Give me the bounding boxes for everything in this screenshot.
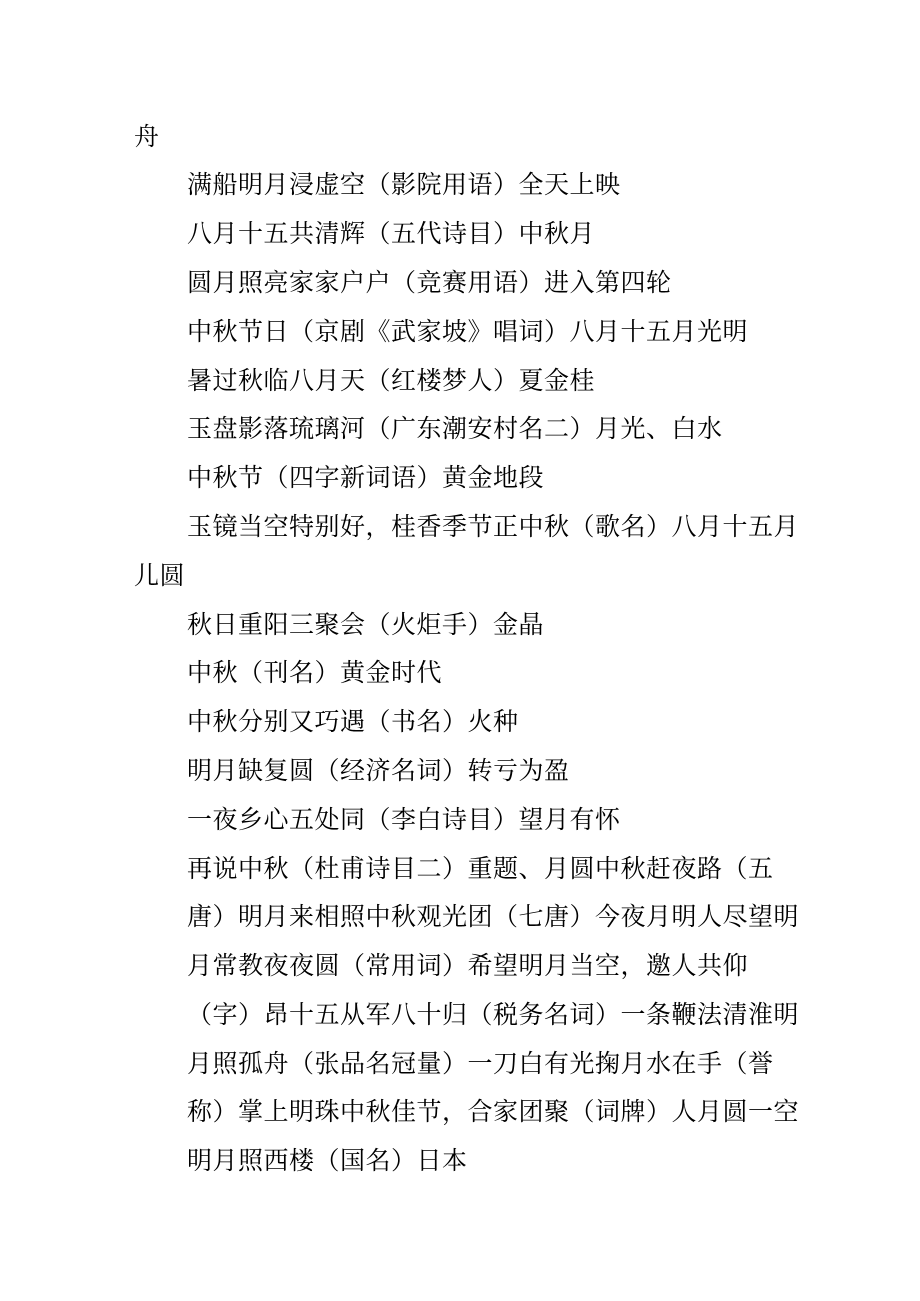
text-line: 圆月照亮家家户户（竞赛用语）进入第四轮 bbox=[187, 268, 672, 297]
text-line: 月常教夜夜圆（常用词）希望明月当空，邀人共仰 bbox=[187, 951, 749, 980]
text-line: 月照孤舟（张品名冠量）一刀白有光掬月水在手（誉 bbox=[187, 1049, 774, 1078]
text-line: 唐）明月来相照中秋观光团（七唐）今夜月明人尽望明 bbox=[187, 902, 800, 931]
text-line: 儿圆 bbox=[134, 561, 186, 590]
text-line: （字）昂十五从军八十归（税务名词）一条鞭法清淮明 bbox=[187, 1000, 800, 1029]
text-line: 明月照西楼（国名）日本 bbox=[187, 1146, 468, 1175]
text-line: 一夜乡心五处同（李白诗目）望月有怀 bbox=[187, 805, 621, 834]
text-line: 中秋（刊名）黄金时代 bbox=[187, 658, 443, 687]
text-line: 玉盘影落琉璃河（广东潮安村名二）月光、白水 bbox=[187, 414, 723, 443]
text-line: 玉镜当空特别好，桂香季节正中秋（歌名）八月十五月 bbox=[187, 512, 800, 541]
text-line: 再说中秋（杜甫诗目二）重题、月圆中秋赶夜路（五 bbox=[187, 854, 774, 883]
text-line: 中秋分别又巧遇（书名）火种 bbox=[187, 707, 519, 736]
text-line: 八月十五共清辉（五代诗目）中秋月 bbox=[187, 219, 596, 248]
text-line: 中秋节（四字新词语）黄金地段 bbox=[187, 463, 545, 492]
text-line: 舟 bbox=[134, 122, 160, 151]
text-line: 中秋节日（京剧《武家坡》唱词）八月十五月光明 bbox=[187, 317, 749, 346]
text-line: 明月缺复圆（经济名词）转亏为盈 bbox=[187, 756, 570, 785]
text-line: 秋日重阳三聚会（火炬手）金晶 bbox=[187, 610, 545, 639]
text-line: 称）掌上明珠中秋佳节，合家团聚（词牌）人月圆一空 bbox=[187, 1097, 800, 1126]
text-line: 暑过秋临八月天（红楼梦人）夏金桂 bbox=[187, 366, 596, 395]
text-line: 满船明月浸虚空（影院用语）全天上映 bbox=[187, 170, 621, 199]
